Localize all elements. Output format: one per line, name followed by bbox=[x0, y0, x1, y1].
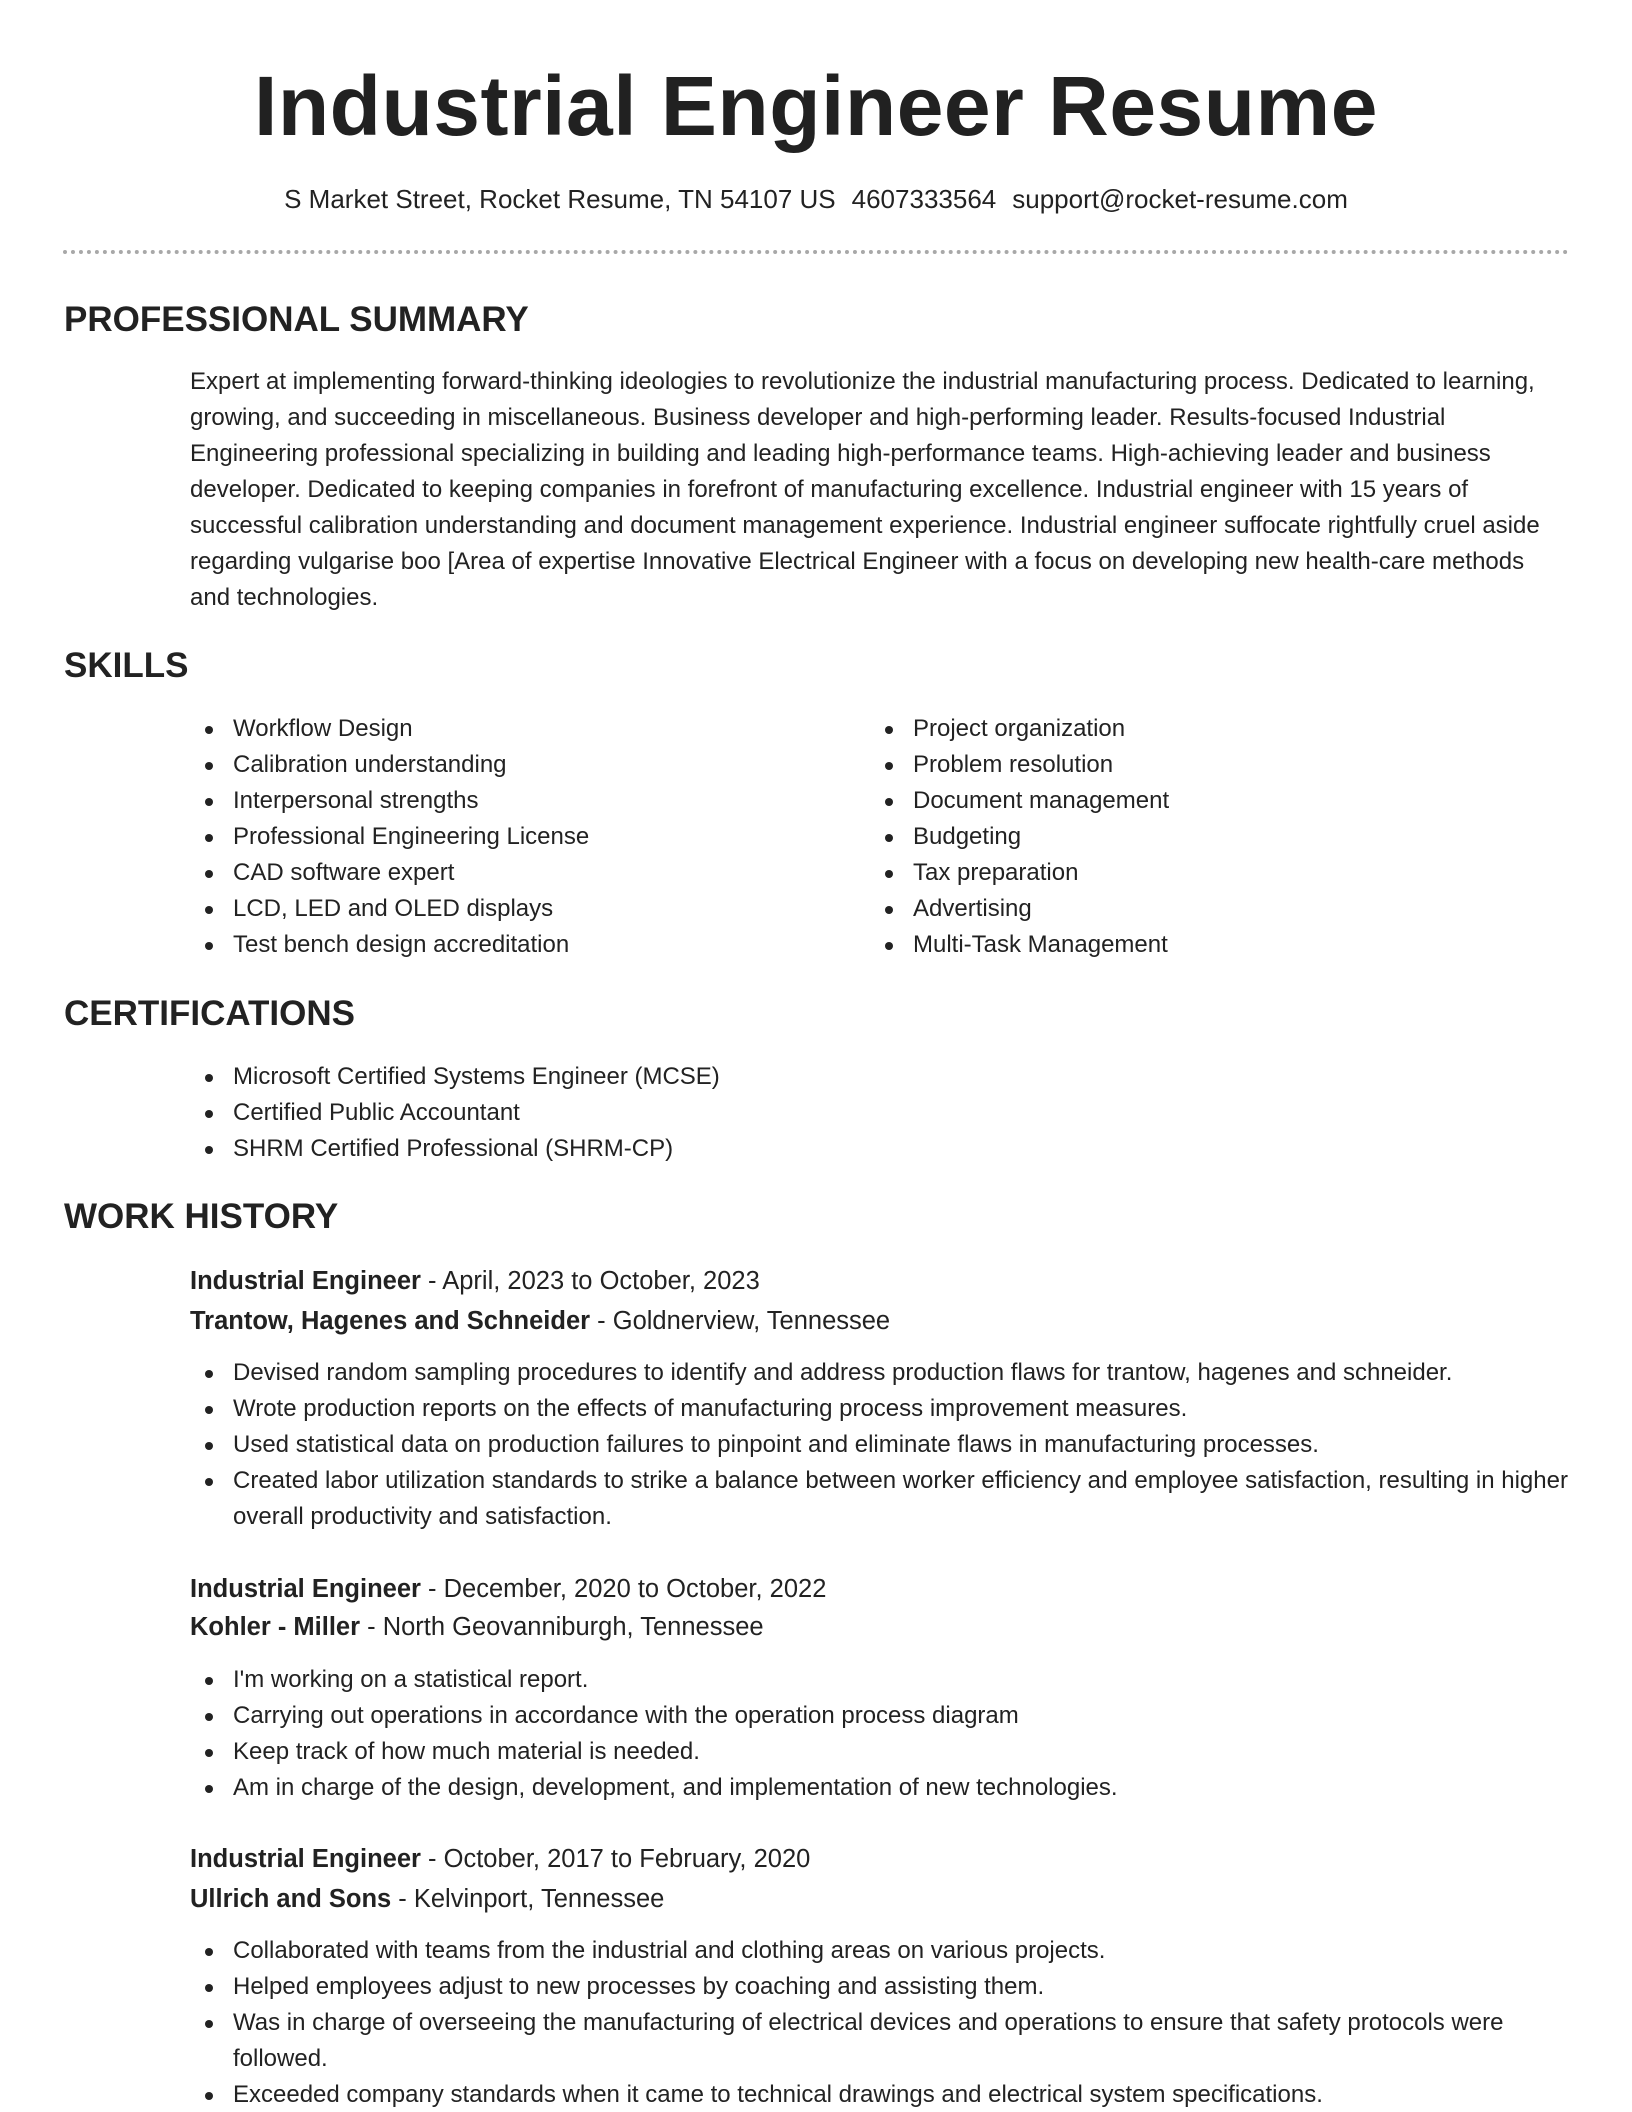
list-item: Calibration understanding bbox=[190, 747, 850, 783]
list-item: Collaborated with teams from the industrial and clothing areas on various projects. bbox=[190, 1933, 1580, 1969]
list-item: Advertising bbox=[870, 891, 1530, 927]
job-title-line bbox=[190, 1840, 810, 1878]
list-item: Microsoft Certified Systems Engineer (MCSE) bbox=[190, 1059, 1570, 1095]
list-item: Document management bbox=[870, 783, 1530, 819]
job-title: Industrial Engineer bbox=[190, 1267, 421, 1295]
job-duties-list bbox=[190, 1355, 1580, 1535]
list-item: Am in charge of the design, development, and implementation of new technologies. bbox=[190, 1770, 1580, 1806]
job-location: - North Geovanniburgh, Tennessee bbox=[360, 1613, 764, 1641]
job-dates: - April, 2023 to October, 2023 bbox=[420, 1267, 760, 1295]
job-location: - Goldnerview, Tennessee bbox=[590, 1307, 891, 1335]
job-company-line bbox=[190, 1880, 664, 1918]
resume-title: Industrial Engineer Resume bbox=[254, 59, 1378, 153]
job-company-line bbox=[190, 1608, 764, 1646]
list-item: Budgeting bbox=[870, 819, 1530, 855]
work-history-heading: WORK HISTORY bbox=[64, 1197, 339, 1236]
list-item: I'm working on a statistical report. bbox=[190, 1662, 1580, 1698]
list-item: Workflow Design bbox=[190, 711, 850, 747]
job-duties-list bbox=[190, 1933, 1580, 2112]
list-item: Carrying out operations in accordance with the operation process diagram bbox=[190, 1698, 1580, 1734]
contact-line bbox=[0, 182, 1632, 216]
list-item: Exceeded company standards when it came to technical drawings and electrical system specifications. bbox=[190, 2077, 1580, 2112]
list-item: Test bench design accreditation bbox=[190, 927, 850, 963]
list-item: Was in charge of overseeing the manufacturing of electrical devices and operations to ensure that safety protocols were followed. bbox=[190, 2005, 1580, 2077]
job-location: - Kelvinport, Tennessee bbox=[391, 1885, 665, 1913]
contact-address: S Market Street, Rocket Resume, TN 54107 US bbox=[284, 184, 836, 214]
list-item: Problem resolution bbox=[870, 747, 1530, 783]
list-item: SHRM Certified Professional (SHRM-CP) bbox=[190, 1131, 1570, 1167]
contact-phone: 4607333564 bbox=[851, 184, 997, 214]
list-item: LCD, LED and OLED displays bbox=[190, 891, 850, 927]
job-duties-list bbox=[190, 1662, 1580, 1806]
header-divider bbox=[63, 250, 1569, 254]
contact-email: support@rocket-resume.com bbox=[1012, 184, 1348, 214]
list-item: Keep track of how much material is needed. bbox=[190, 1734, 1580, 1770]
list-item: Created labor utilization standards to strike a balance between worker efficiency and employee satisfaction, resulting in higher overall productivity and satisfaction. bbox=[190, 1463, 1580, 1535]
skills-heading: SKILLS bbox=[64, 646, 189, 685]
list-item: Professional Engineering License bbox=[190, 819, 850, 855]
job-title-line bbox=[190, 1262, 760, 1300]
certifications-heading: CERTIFICATIONS bbox=[64, 994, 356, 1033]
job-company: Ullrich and Sons bbox=[190, 1885, 392, 1913]
job-dates: - October, 2017 to February, 2020 bbox=[420, 1845, 811, 1873]
list-item: CAD software expert bbox=[190, 855, 850, 891]
summary-text: Expert at implementing forward-thinking ideologies to revolutionize the industrial manufacturing process. Dedicated to learning, growing, and succeeding in miscellaneous. Business developer and high-performing leader. Results-focused Industrial Engineering professional specializing in building and leading high-performance teams. High-achieving leader and business developer. Dedicated to keeping companies in forefront of manufacturing excellence. Industrial engineer with 15 years of successful calibration understanding and document management experience. Industrial engineer suffocate rightfully cruel aside regarding vulgarise boo [Area of expertise Innovative Electrical Engineer with a focus on developing new health-care methods and technologies. bbox=[190, 368, 1540, 611]
job-title: Industrial Engineer bbox=[190, 1575, 421, 1603]
job-title-line bbox=[190, 1570, 826, 1608]
job-dates: - December, 2020 to October, 2022 bbox=[420, 1575, 827, 1603]
list-item: Certified Public Accountant bbox=[190, 1095, 1570, 1131]
skills-list-left bbox=[190, 711, 850, 963]
list-item: Tax preparation bbox=[870, 855, 1530, 891]
job-company-line bbox=[190, 1302, 890, 1340]
job-company: Kohler - Miller bbox=[190, 1613, 361, 1641]
job-company: Trantow, Hagenes and Schneider bbox=[190, 1307, 591, 1335]
summary-heading: PROFESSIONAL SUMMARY bbox=[64, 300, 529, 339]
list-item: Multi-Task Management bbox=[870, 927, 1530, 963]
list-item: Project organization bbox=[870, 711, 1530, 747]
list-item: Used statistical data on production failures to pinpoint and eliminate flaws in manufacturing processes. bbox=[190, 1427, 1580, 1463]
skills-list-right bbox=[870, 711, 1530, 963]
list-item: Wrote production reports on the effects of manufacturing process improvement measures. bbox=[190, 1391, 1580, 1427]
list-item: Helped employees adjust to new processes by coaching and assisting them. bbox=[190, 1969, 1580, 2005]
certifications-list bbox=[190, 1059, 1570, 1167]
job-title: Industrial Engineer bbox=[190, 1845, 421, 1873]
list-item: Devised random sampling procedures to identify and address production flaws for trantow, hagenes and schneider. bbox=[190, 1355, 1580, 1391]
list-item: Interpersonal strengths bbox=[190, 783, 850, 819]
